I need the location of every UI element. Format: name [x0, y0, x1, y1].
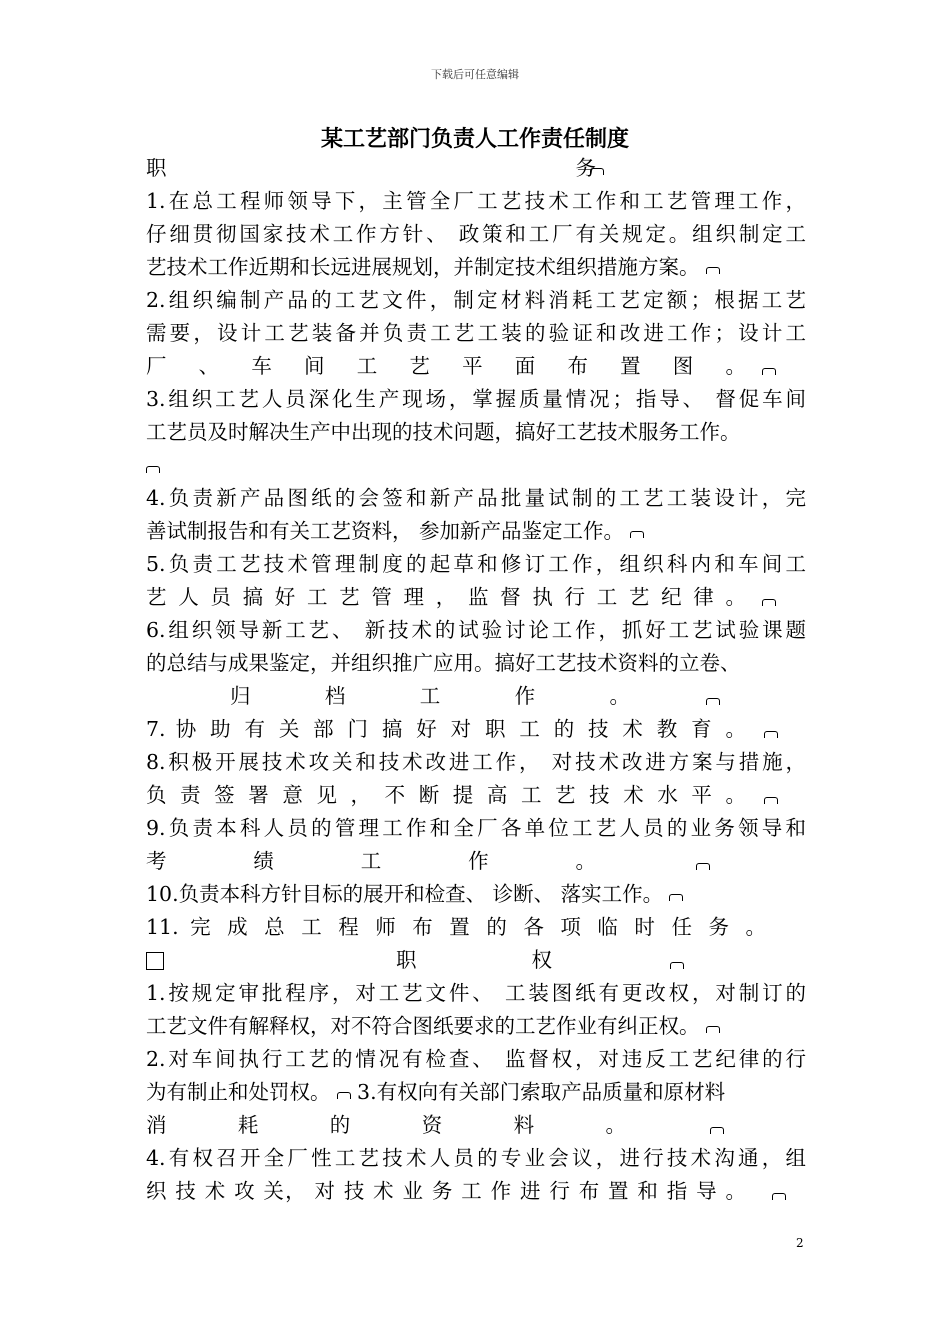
- paragraph-mark-icon: [706, 267, 720, 275]
- paragraph-mark-icon: [337, 1092, 351, 1100]
- duty-5-line-2: 艺 人 员 搞 好 工 艺 管 理 ， 监 督 执 行 工 艺 纪 律 。: [146, 585, 746, 609]
- duty-6-line-3: 归 档 工 作 。: [230, 684, 630, 708]
- paragraph-mark-icon: [669, 894, 683, 902]
- duty-6-line-2: 的总结与成果鉴定，并组织推广应用。搞好工艺技术资料的立卷、: [146, 651, 741, 675]
- paragraph-mark-icon: [706, 698, 720, 706]
- paragraph-mark-icon: [764, 731, 778, 739]
- right-2-line-1: 2.对车间执行工艺的情况有检查、 监督权，对违反工艺纪律的行: [146, 1047, 806, 1071]
- paragraph-mark-icon: [630, 531, 644, 539]
- duty-2-line-1: 2.组织编制产品的工艺文件，制定材料消耗工艺定额；根据工艺: [146, 288, 806, 312]
- duty-5-line-1: 5.负责工艺技术管理制度的起草和修订工作，组织科内和车间工: [146, 552, 806, 576]
- duty-4-line-1: 4.负责新产品图纸的会签和新产品批量试制的工艺工装设计，完: [146, 486, 806, 510]
- paragraph-mark-icon: [764, 797, 778, 805]
- page-header: 下载后可任意编辑: [431, 68, 519, 81]
- duty-3-line-2: 工艺员及时解决生产中出现的技术问题，搞好工艺技术服务工作。: [146, 420, 741, 444]
- duty-8-line-2: 负 责 签 署 意 见 ， 不 断 提 高 工 艺 技 术 水 平 。: [146, 783, 746, 807]
- right-4-line-2: 织 技 术 攻 关， 对 技 术 业 务 工 作 进 行 布 置 和 指 导 。: [146, 1179, 746, 1203]
- checkbox-icon: [146, 952, 164, 970]
- duty-4-line-2: 善试制报告和有关工艺资料， 参加新产品鉴定工作。: [146, 515, 806, 548]
- paragraph-mark-icon: [670, 962, 684, 970]
- duty-1-line-3: 艺技术工作近期和长远进展规划，并制定技术组织措施方案。: [146, 251, 806, 284]
- paragraph-mark-icon: [706, 1026, 720, 1034]
- right-4-line-1: 4.有权召开全厂性工艺技术人员的专业会议，进行技术沟通，组: [146, 1146, 806, 1170]
- section-heading-rights: 职 权: [396, 948, 552, 972]
- document-title: 某工艺部门负责人工作责任制度: [320, 127, 629, 152]
- duty-3-line-1: 3.组织工艺人员深化生产现场，掌握质量情况；指导、 督促车间: [146, 387, 806, 411]
- paragraph-mark-icon: [762, 368, 776, 376]
- section-heading-duties: 职 务: [146, 156, 596, 180]
- right-3-line-2: 消 耗 的 资 料 。: [146, 1113, 626, 1137]
- duty-9-line-2: 考 绩 工 作 。: [146, 849, 596, 873]
- duty-9-line-1: 9.负责本科人员的管理工作和全厂各单位工艺人员的业务领导和: [146, 816, 806, 840]
- paragraph-mark-icon: [590, 168, 604, 176]
- paragraph-mark-icon: [772, 1193, 786, 1201]
- duty-2-line-2: 需要，设计工艺装备并负责工艺工装的验证和改进工作；设计工: [146, 321, 806, 345]
- paragraph-mark-icon: [710, 1127, 724, 1135]
- duty-1-line-2: 仔细贯彻国家技术工作方针、 政策和工厂有关规定。组织制定工: [146, 222, 806, 246]
- paragraph-mark-icon: [696, 863, 710, 871]
- duty-10-line-1: 10.负责本科方针目标的展开和检查、 诊断、 落实工作。: [146, 878, 806, 911]
- paragraph-mark-icon: [762, 599, 776, 607]
- duty-2-line-3: 厂 、 车 间 工 艺 平 面 布 置 图 。: [146, 354, 746, 378]
- right-1-line-2: 工艺文件有解释权，对不符合图纸要求的工艺作业有纠正权。: [146, 1010, 806, 1043]
- duty-8-line-1: 8.积极开展技术攻关和技术改进工作， 对技术改进方案与措施，: [146, 750, 806, 774]
- right-2-line-2: 为有制止和处罚权。 3.有权向有关部门索取产品质量和原材料: [146, 1080, 726, 1104]
- duty-7-line-1: 7. 协 助 有 关 部 门 搞 好 对 职 工 的 技 术 教 育 。: [146, 717, 746, 741]
- right-1-line-1: 1.按规定审批程序，对工艺文件、 工装图纸有更改权，对制订的: [146, 981, 806, 1005]
- duty-11-line-1: 11. 完 成 总 工 程 师 布 置 的 各 项 临 时 任 务 。: [146, 915, 766, 939]
- duty-6-line-1: 6.组织领导新工艺、 新技术的试验讨论工作，抓好工艺试验课题: [146, 618, 806, 642]
- duty-1-line-1: 1.在总工程师领导下，主管全厂工艺技术工作和工艺管理工作，: [146, 189, 806, 213]
- paragraph-mark-icon: [146, 466, 160, 474]
- page-number: 2: [796, 1236, 804, 1250]
